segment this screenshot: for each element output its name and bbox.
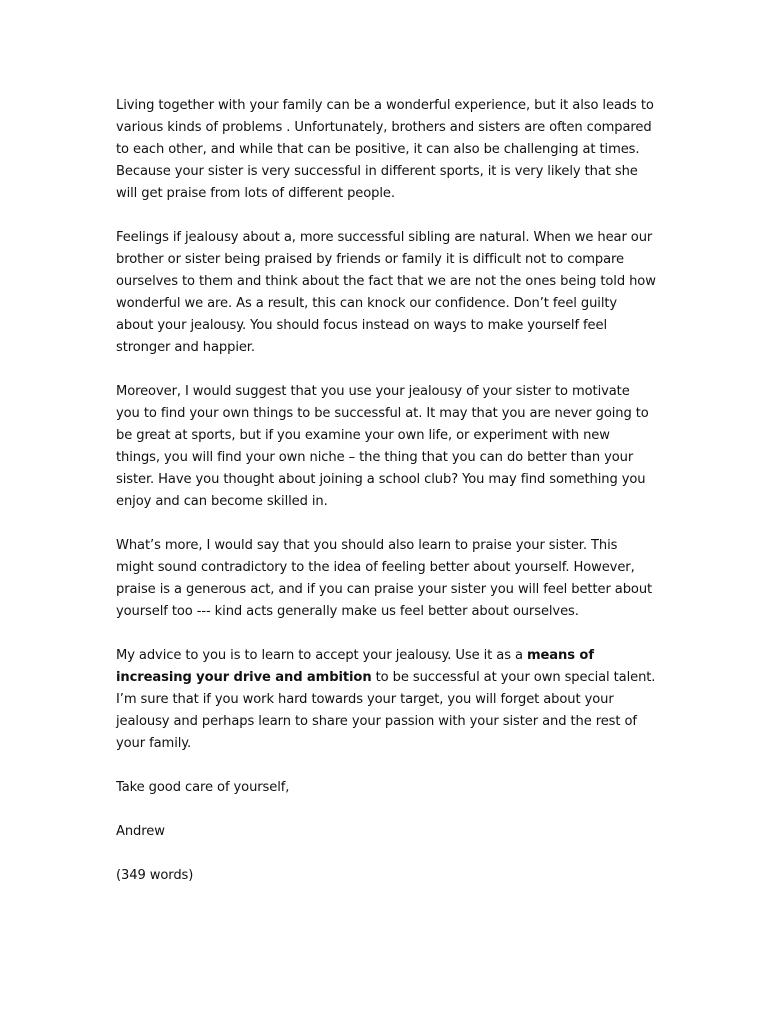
advice-bold-phrase: means of increasing your drive and ambition (116, 648, 594, 685)
paragraph-5-advice (116, 645, 656, 755)
paragraph-4: What’s more, I would say that you should also learn to praise your sister. This might sound contradictory to the idea of feeling better about yourself. However, praise is a generous act, and if you can praise your sister you will feel better about yourself too --- kind acts generally make us feel better about ourselves. (116, 538, 653, 619)
paragraph-2: Feelings if jealousy about a, more successful sibling are natural. When we hear our brother or sister being praised by friends or family it is difficult not to compare ourselves to them and think about the fact that we are not the ones being told how wonderful we are. As a result, this can knock our confidence. Don’t feel guilty about your jealousy. You should focus instead on ways to make yourself feel stronger and happier. (116, 230, 656, 355)
advice-text-end: to be successful at your own special talent. I’m sure that if you work hard towards your target, you will forget about your jealousy and perhaps learn to share your passion with your sister and the rest of your family. (116, 670, 656, 751)
paragraph-1: Living together with your family can be a wonderful experience, but it also leads to various kinds of problems . Unfortunately, brothers and sisters are often compared to each other, and while that can be positive, it can also be challenging at times. Because your sister is very successful in different sports, it is very likely that she will get praise from lots of different people. (116, 98, 654, 201)
closing-line: Take good care of yourself, (116, 780, 290, 795)
signature: Andrew (116, 824, 165, 839)
word-count: (349 words) (116, 868, 194, 883)
advice-text-start: My advice to you is to learn to accept your jealousy. Use it as a (116, 648, 527, 663)
document-body (116, 95, 656, 909)
paragraph-3: Moreover, I would suggest that you use your jealousy of your sister to motivate you to find your own things to be successful at. It may that you are never going to be great at sports, but if you examine your own life, or experiment with new things, you will find your own niche – the thing that you can do better than your sister. Have you thought about joining a school club? You may find something you enjoy and can become skilled in. (116, 384, 649, 509)
